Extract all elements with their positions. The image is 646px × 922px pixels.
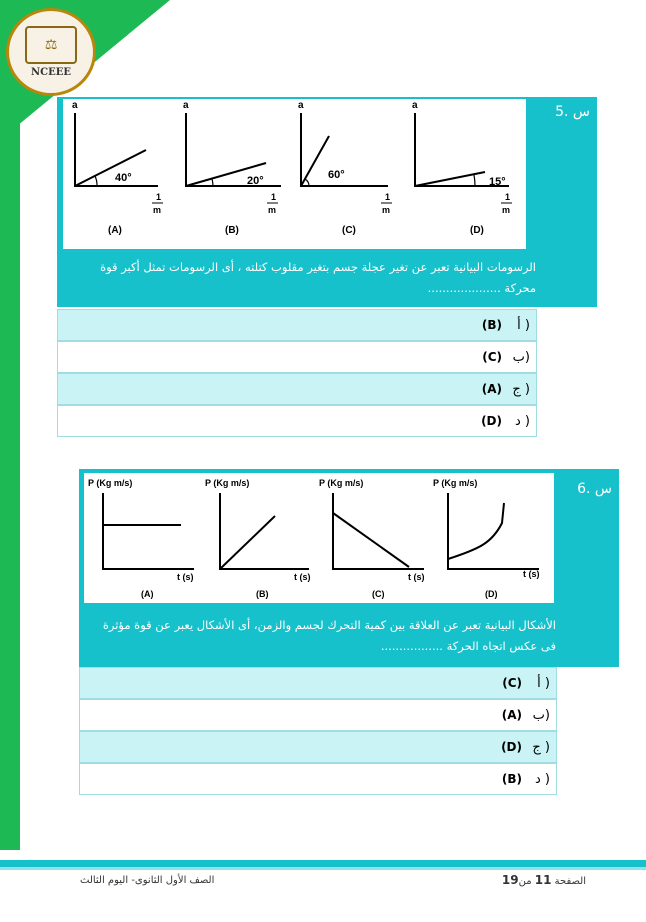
q6-option-1[interactable] xyxy=(79,667,557,699)
q6-d-xlabel: t (s) xyxy=(523,569,540,579)
q6-a-xlabel: t (s) xyxy=(177,572,194,582)
q5-b-angle: 20° xyxy=(247,175,264,187)
q5-option-1-letter: أ ) xyxy=(517,317,530,333)
q6-option-3[interactable] xyxy=(79,731,557,763)
q6-option-2-value: (A) xyxy=(501,708,522,722)
q5-d-id: (D) xyxy=(470,225,484,236)
q6-option-3-value: (D) xyxy=(501,740,522,754)
q6-line-c xyxy=(333,513,409,567)
footer-page-num: 11 xyxy=(534,873,552,887)
q6-a-ylabel: P (Kg m/s) xyxy=(88,478,133,488)
q6-b-ylabel: P (Kg m/s) xyxy=(205,478,250,488)
q5-b-ylabel: a xyxy=(183,100,189,111)
q5-c-angle: 60° xyxy=(328,169,345,181)
footer-rule xyxy=(0,860,646,867)
q6-option-2-letter: ب) xyxy=(532,707,550,723)
logo xyxy=(6,8,96,96)
q6-c-xlabel: t (s) xyxy=(408,572,425,582)
q6-axes-b xyxy=(220,493,309,569)
q6-option-4[interactable] xyxy=(79,763,557,795)
q5-b-xnum: 1 xyxy=(271,192,277,202)
q6-c-id: (C) xyxy=(372,589,385,599)
q6-line-d xyxy=(448,503,504,559)
footer-grade: الصف الأول الثانوى- اليوم الثالث xyxy=(80,875,215,886)
q5-question-line1: الرسومات البيانية تعبر عن تغير عجلة جسم بتغير مقلوب كتلته ، أى الرسومات تمثل أكبر قوة xyxy=(100,260,536,274)
q6-option-1-letter: أ ) xyxy=(537,675,550,691)
logo-emblem-icon: ⚖ xyxy=(25,26,77,64)
q5-figure xyxy=(63,99,526,249)
footer-page-total: 19 xyxy=(501,873,519,887)
q5-option-4-value: (D) xyxy=(481,414,502,428)
q5-d-angle: 15° xyxy=(489,176,506,188)
q5-b-id: (B) xyxy=(225,225,239,236)
q5-option-1-value: (B) xyxy=(481,318,502,332)
q5-c-id: (C) xyxy=(342,225,356,236)
q6-label: س .6 xyxy=(577,481,612,497)
q6-question-line1: الأشكال البيانية تعبر عن العلاقة بين كمية التحرك لجسم والزمن، أى الأشكال يعبر عن قوة مؤثرة xyxy=(102,618,556,632)
q6-option-1-value: (C) xyxy=(502,676,522,690)
q5-d-xnum: 1 xyxy=(505,192,511,202)
q6-question xyxy=(86,615,556,657)
q5-a-id: (A) xyxy=(108,225,122,236)
q5-line-c xyxy=(301,136,329,186)
q6-d-id: (D) xyxy=(485,589,498,599)
footer-page-label: الصفحة xyxy=(554,876,586,887)
q5-option-2-value: (C) xyxy=(482,350,502,364)
q6-axes-c xyxy=(333,493,424,569)
q6-b-id: (B) xyxy=(256,589,269,599)
q6-option-4-letter: د ) xyxy=(534,771,550,787)
footer-rule-light xyxy=(0,867,646,870)
q5-option-3-value: (A) xyxy=(481,382,502,396)
q6-option-4-value: (B) xyxy=(501,772,522,786)
q6-option-2[interactable] xyxy=(79,699,557,731)
q5-option-4-letter: د ) xyxy=(514,413,530,429)
q5-axes-b xyxy=(186,113,281,186)
q6-d-ylabel: P (Kg m/s) xyxy=(433,478,478,488)
q6-graphs xyxy=(84,473,554,603)
q6-a-id: (A) xyxy=(141,589,154,599)
q5-graphs xyxy=(63,99,526,249)
q5-c-ylabel: a xyxy=(298,100,304,111)
q5-b-xden: m xyxy=(268,205,277,215)
q5-option-1[interactable] xyxy=(57,309,537,341)
q5-option-2-letter: ب) xyxy=(512,349,530,365)
q6-option-3-letter: ج ) xyxy=(532,739,550,755)
q5-c-xden: m xyxy=(382,205,391,215)
logo-text: NCEEE xyxy=(31,67,71,78)
q5-option-3-letter: ج ) xyxy=(512,381,530,397)
q6-c-ylabel: P (Kg m/s) xyxy=(319,478,364,488)
q6-line-b xyxy=(220,516,275,569)
q5-question-line2: محركة .................... xyxy=(427,281,536,295)
footer-page xyxy=(502,873,586,887)
q6-axes-a xyxy=(103,493,194,569)
q5-a-xden: m xyxy=(153,205,162,215)
q6-axes-d xyxy=(448,493,539,569)
q5-c-xnum: 1 xyxy=(385,192,391,202)
q5-line-a xyxy=(75,150,146,186)
q5-option-2[interactable] xyxy=(57,341,537,373)
q5-option-3[interactable] xyxy=(57,373,537,405)
q5-a-angle: 40° xyxy=(115,172,132,184)
q5-d-xden: m xyxy=(502,205,511,215)
q5-label: س .5 xyxy=(555,104,590,120)
q6-b-xlabel: t (s) xyxy=(294,572,311,582)
q6-question-line2: فى عكس اتجاه الحركة ................. xyxy=(380,639,556,653)
q5-question xyxy=(66,257,536,299)
q5-d-ylabel: a xyxy=(412,100,418,111)
footer-page-of: من xyxy=(518,876,532,887)
q5-option-4[interactable] xyxy=(57,405,537,437)
q5-a-ylabel: a xyxy=(72,100,78,111)
q5-a-xnum: 1 xyxy=(156,192,162,202)
q6-figure xyxy=(84,473,554,603)
